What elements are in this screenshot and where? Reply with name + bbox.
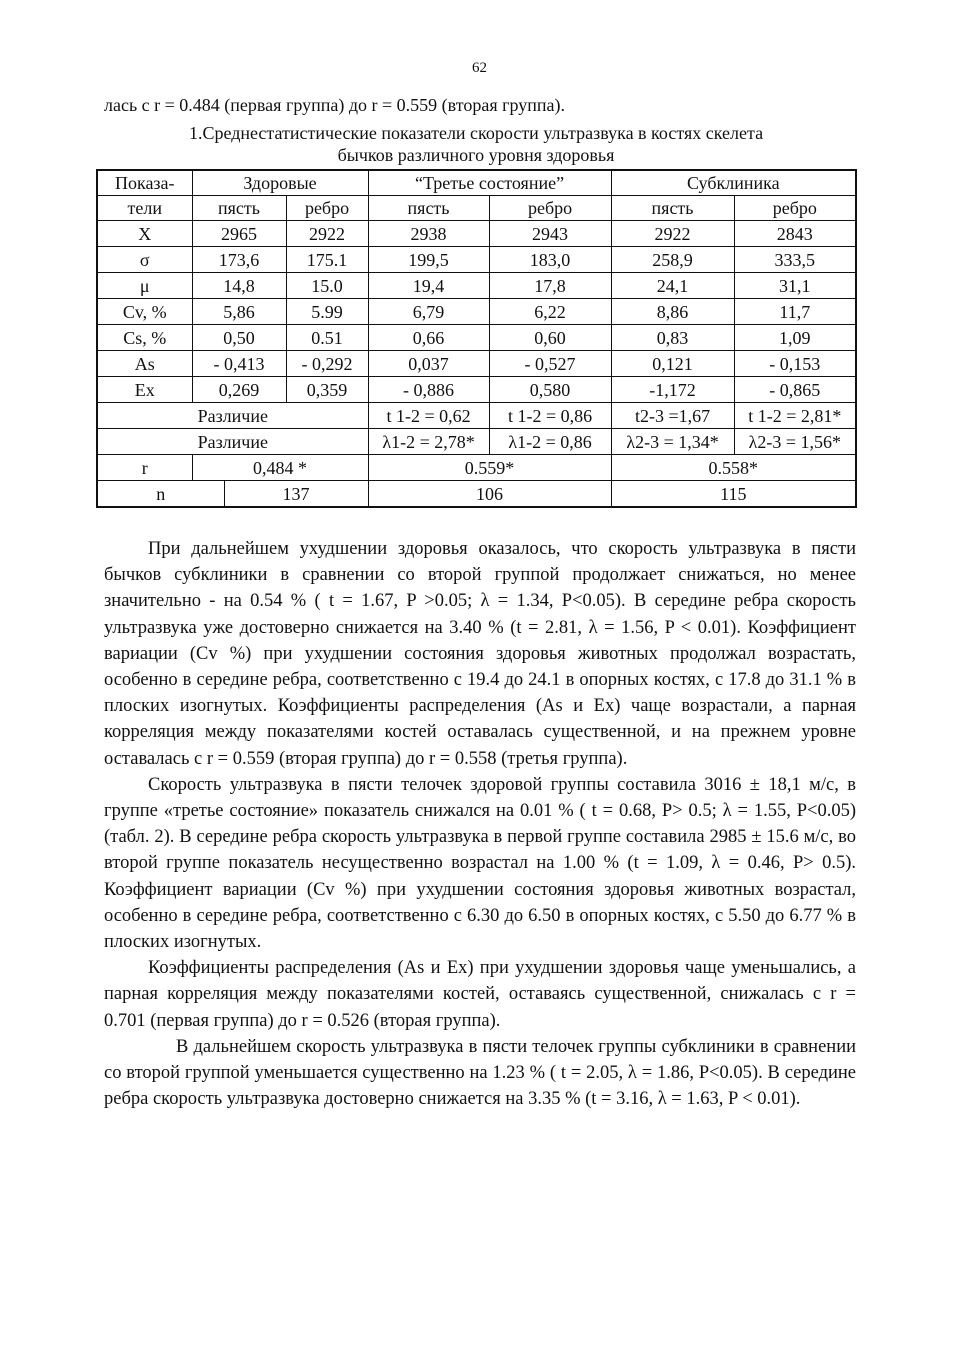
correlation-row: [97, 455, 856, 481]
row-label: σ: [97, 247, 192, 273]
table-row: [97, 377, 856, 403]
table-cell: - 0,153: [734, 351, 856, 377]
table-cell: 0.51: [286, 325, 368, 351]
row-label: Cv, %: [97, 299, 192, 325]
table-cell: t 1-2 = 0,62: [368, 403, 489, 429]
subheader-cell: пясть: [192, 196, 286, 221]
table-cell: 5.99: [286, 299, 368, 325]
table-cell: 24,1: [611, 273, 734, 299]
row-label: Различие: [97, 403, 368, 429]
table-cell: 106: [368, 481, 611, 508]
count-row: [97, 481, 856, 508]
table-cell: 333,5: [734, 247, 856, 273]
table-cell: 0,66: [368, 325, 489, 351]
header-row-2: [97, 196, 856, 221]
subheader-cell: пясть: [611, 196, 734, 221]
paragraph: Коэффициенты распределения (As и Ex) при ухудшении здоровья чаще уменьшались, а парная корреляция между показателями костей, оставаясь существенной, снижалась с r = 0.701 (первая группа) до r = 0.526 (вторая группа).: [104, 958, 856, 1031]
header-group-subclinical: Субклиника: [611, 170, 856, 196]
row-label: Cs, %: [97, 325, 192, 351]
table-cell: - 0,292: [286, 351, 368, 377]
difference-lambda-row: [97, 429, 856, 455]
header-indicator-top: Показа-: [97, 170, 192, 196]
table-cell: 2843: [734, 221, 856, 247]
table-cell: -1,172: [611, 377, 734, 403]
table-cell: 14,8: [192, 273, 286, 299]
table-cell: λ1-2 = 0,86: [489, 429, 611, 455]
table-row: [97, 273, 856, 299]
table-cell: 137: [224, 481, 368, 508]
row-label: As: [97, 351, 192, 377]
table-row: [97, 351, 856, 377]
row-label: n: [97, 481, 224, 508]
table-cell: 6,22: [489, 299, 611, 325]
table-cell: λ1-2 = 2,78*: [368, 429, 489, 455]
table-cell: 0,121: [611, 351, 734, 377]
table-row: [97, 221, 856, 247]
caption-line-1: 1.Среднестатистические показатели скорости ультразвука в костях скелета: [188, 123, 764, 143]
table-cell: 0,037: [368, 351, 489, 377]
table-row: [97, 247, 856, 273]
table-row: [97, 325, 856, 351]
table-cell: 0,359: [286, 377, 368, 403]
table-cell: 183,0: [489, 247, 611, 273]
table-cell: 8,86: [611, 299, 734, 325]
table-cell: 0,50: [192, 325, 286, 351]
table-cell: 6,79: [368, 299, 489, 325]
table-cell: 17,8: [489, 273, 611, 299]
row-label: μ: [97, 273, 192, 299]
table-cell: 0,580: [489, 377, 611, 403]
lead-line: лась с r = 0.484 (первая группа) до r = 0.559 (вторая группа).: [104, 95, 565, 115]
table-cell: 5,86: [192, 299, 286, 325]
header-row-1: [97, 170, 856, 196]
caption-line-2: бычков различного уровня здоровья: [337, 145, 615, 165]
table-cell: 2943: [489, 221, 611, 247]
table-cell: 0,60: [489, 325, 611, 351]
table-cell: 199,5: [368, 247, 489, 273]
table-cell: λ2-3 = 1,56*: [734, 429, 856, 455]
table-cell: 2965: [192, 221, 286, 247]
table-cell: 175.1: [286, 247, 368, 273]
header-group-third-state: “Третье состояние”: [368, 170, 611, 196]
paragraph: При дальнейшем ухудшении здоровья оказалось, что скорость ультразвука в пясти бычков субклиники в сравнении со второй группой продолжает снижаться, но менее значительно - на 0.54 % ( t = 1.67, P >0.05; λ = 1.34, P<0.05). В середине ребра скорость ультразвука уже достоверно снижается на 3.40 % (t = 2.81, λ = 1.56, P < 0.01). Коэффициент вариации (Cv %) при ухудшении состояния здоровья животных продолжал возрастать, особенно в середине ребра, соответственно с 19.4 до 24.1 в опорных костях, с 17.8 до 31.1 % в плоских изогнутых. Коэффициенты распределения (As и Ex) чаще возрастали, а парная корреляция между показателями костей оставалась существенной, и на прежнем уровне оставалась с r = 0.559 (вторая группа) до r = 0.558 (третья группа).: [104, 539, 856, 769]
header-group-healthy: Здоровые: [192, 170, 368, 196]
table-cell: 0,269: [192, 377, 286, 403]
stats-table: [96, 169, 857, 508]
row-label: X: [97, 221, 192, 247]
subheader-cell: ребро: [489, 196, 611, 221]
table-cell: 0,83: [611, 325, 734, 351]
table-row: [97, 299, 856, 325]
table-cell: 0.559*: [368, 455, 611, 481]
table-cell: 19,4: [368, 273, 489, 299]
table-cell: 2938: [368, 221, 489, 247]
table-cell: 11,7: [734, 299, 856, 325]
table-cell: t 1-2 = 2,81*: [734, 403, 856, 429]
table-cell: t2-3 =1,67: [611, 403, 734, 429]
table-cell: 2922: [611, 221, 734, 247]
table-cell: - 0,865: [734, 377, 856, 403]
table-cell: 173,6: [192, 247, 286, 273]
table-cell: 15.0: [286, 273, 368, 299]
paragraph: В дальнейшем скорость ультразвука в пясти телочек группы субклиники в сравнении со второй группой уменьшается существенно на 1.23 % ( t = 2.05, λ = 1.86, P<0.05). В середине ребра скорость ультразвука достоверно снижается на 3.35 % (t = 3.16, λ = 1.63, P < 0.01).: [104, 1036, 856, 1110]
row-label: Ex: [97, 377, 192, 403]
table-cell: 2922: [286, 221, 368, 247]
subheader-cell: пясть: [368, 196, 489, 221]
page-number: 62: [472, 60, 487, 76]
difference-t-row: [97, 403, 856, 429]
row-label: r: [97, 455, 192, 481]
table-cell: 0.558*: [611, 455, 856, 481]
table-cell: - 0,886: [368, 377, 489, 403]
row-label: Различие: [97, 429, 368, 455]
paragraph: Скорость ультразвука в пясти телочек здоровой группы составила 3016 ± 18,1 м/с, в группе «третье состояние» показатель снижался на 0.01 % ( t = 0.68, P> 0.5; λ = 1.55, P<0.05) (табл. 2). В середине ребра скорость ультразвука в первой группе составила 2985 ± 15.6 м/с, во второй группе показатель несущественно возрастал на 1.00 % (t = 1.09, λ = 0.46, P> 0.5). Коэффициент вариации (Cv %) при ухудшении состояния здоровья животных возрастал, особенно в середине ребра, соответственно с 6.30 до 6.50 в опорных костях, с 5.50 до 6.77 % в плоских изогнутых.: [104, 774, 856, 953]
table-cell: 258,9: [611, 247, 734, 273]
subheader-cell: ребро: [734, 196, 856, 221]
table-cell: 1,09: [734, 325, 856, 351]
subheader-cell: ребро: [286, 196, 368, 221]
table-cell: 115: [611, 481, 856, 508]
header-indicator-bottom: тели: [97, 196, 192, 221]
table-cell: - 0,527: [489, 351, 611, 377]
table-cell: t 1-2 = 0,86: [489, 403, 611, 429]
table-cell: λ2-3 = 1,34*: [611, 429, 734, 455]
table-cell: 31,1: [734, 273, 856, 299]
table-cell: 0,484 *: [192, 455, 368, 481]
table-cell: - 0,413: [192, 351, 286, 377]
table-caption: [96, 121, 856, 167]
body-text: [104, 536, 856, 1112]
